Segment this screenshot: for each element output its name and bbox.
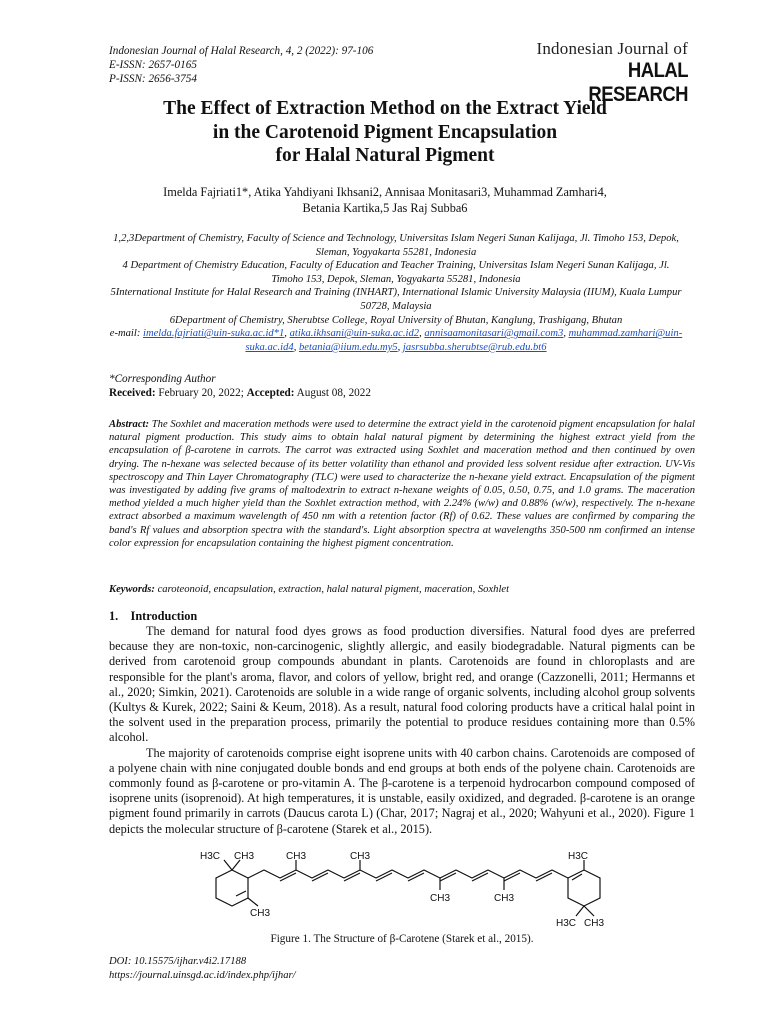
journal-citation: Indonesian Journal of Halal Research, 4, 2 (2022): 97-106 [109,45,374,57]
paper-title [40,97,730,168]
keywords [109,583,695,596]
email-link[interactable]: muhammad.zamhari@uin-suka.ac.id4 [245,328,683,353]
correspondence-block [109,373,371,400]
logo-line-1: Indonesian Journal of [536,39,688,58]
email-list: e-mail: imelda.fajriati@uin-suka.ac.id*1, atika.ikhsani@uin-suka.ac.id2, annisaamonitasari@gmail.com3, muhammad.zamhari@uin-suka.ac.id4, betania@iium.edu.my5, jasrsubba.sherubtse@rub.edu.bt6 [109,328,683,353]
affiliations [109,232,683,354]
affiliation-2: 4 Department of Chemistry Education, Faculty of Education and Teacher Training, Universitas Islam Negeri Sunan Kalijaga, Jl. Timoho 153, Depok, Sleman, Yogyakarta 55281, Indonesia [122,260,670,285]
beta-carotene-structure [200,850,620,928]
keywords-text: caroteonoid, encapsulation, extraction, halal natural pigment, maceration, Soxhlet [157,584,510,595]
paragraph: The majority of carotenoids comprise eight isoprene units with 40 carbon chains. Carotenoids are composed of a polyene chain with nine conjugated double bonds and end groups at both ends of the polyene chain. Carotenoids are commonly found as β-carotene or pro-vitamin A. The β-carotene is a terpenoid hydrocarbon compound composed of isoprene units (isoprenoid). At high temperatures, it is unstable, easily oxidized, and degraded. β-carotene is an orange pigment found primarily in carrots (Daucus carota L) (Char, 2017; Nagraj et al., 2020; Wahyuni et al., 2020). Figure 1 depicts the molecular structure of β-carotene (Starek et al., 2015). [109,745,695,836]
label-ch3-bottom-right: CH3 [584,918,605,928]
affiliation-3: 5International Institute for Halal Research and Training (INHART), International Islamic University Malaysia (IIUM), Kuala Lumpur 50728, Malaysia [110,287,682,312]
received-date: February 20, 2022; [158,386,244,399]
label-ch3-ring-left: CH3 [250,908,271,919]
eissn: E-ISSN: 2657-0165 [109,59,197,71]
abstract-text: The Soxhlet and maceration methods were used to determine the extract yield in the carotenoid pigment encapsulation for halal natural pigment production. This study aims to obtain halal natural pigment by determining the highest extract yield from the encapsulation of β-carotene in carrots. The carrot was extracted using Soxhlet and maceration method and then continued by oven drying. The n-hexane was selected because of its better volatility than ethanol and provided less solvent residue after extraction. UV-Vis spectroscopy and Thin Layer Chromatography (TLC) were used to characterize the n-hexane yield extract. Encapsulation of the pigment was investigated by adding five grams of maltodextrin to extract n-hexane weights of 0.05, 0.50, 0.75, and 1.0 grams. The maceration method yielded a much higher yield than the Soxhlet extraction method, with 2.24% (w/w) and 0.88% (w/w), respectively. The n-hexane extract absorbed a maximum wavelength of 450 nm with a retention factor (Rf) of 0.62. These values are confirmed by comparing the band's Rf values and absorption spectra with the standard's. Light absorption spectra at wavelengths 350-500 nm confirmed an intense color expression for encapsulation containing the highest pigment concentration. [109,419,695,549]
title-line-3: for Halal Natural Pigment [275,145,495,166]
title-line-2: in the Carotenoid Pigment Encapsulation [212,121,558,143]
figure-caption: Figure 1. The Structure of β-Carotene (Starek et al., 2015). [270,933,534,945]
label-ch3-top-left: CH3 [234,851,255,862]
label-h3c-top-right: H3C [568,851,589,862]
accepted-label: Accepted: [246,386,295,399]
keywords-label: Keywords: [109,584,155,595]
paragraph: The demand for natural food dyes grows as food production diversifies. Natural food dyes are preferred because they are non-toxic, non-carcinogenic, slightly allergic, and easily biodegradable. Natural pigments can be derived from carotenoid group compounds abundant in plants. Carotenoids are found in chloroplasts and are responsible for the plant's aroma, flavor, and colors of yellow, bright red, and orange (Cazzonelli, 2011; Hermanns et al., 2020; Simkin, 2021). Carotenoids are soluble in a wide range of organic solvents, including alcohol group solvents (Kultys & Kurek, 2022; Saini & Keum, 2018). As a result, natural food coloring products have a critical halal point in the solvent used in the preparation process, primarily the potential to produce residues containing more than 0.5% alcohol. [109,624,695,745]
label-ch3-chain-1: CH3 [286,851,307,862]
label-ch3-chain-2: CH3 [350,851,371,862]
title-line-1: The Effect of Extraction Method on the Extract Yield [163,98,607,119]
received-label: Received: [109,386,156,399]
section-heading [109,609,197,624]
section-number: 1. [109,609,119,623]
affiliation-1: 1,2,3Department of Chemistry, Faculty of Science and Technology, Universitas Islam Negeri Sunan Kalijaga, Jl. Timoho 153, Depok, Sleman, Yogyakarta 55281, Indonesia [113,233,679,258]
label-h3c-top-left: H3C [200,851,221,862]
authors-line-2: Betania Kartika,5 Jas Raj Subba6 [302,201,468,215]
journal-header [109,44,373,86]
email-label: e-mail: [109,328,141,340]
email-link[interactable]: atika.ikhsani@uin-suka.ac.id2 [289,328,420,340]
abstract-label: Abstract: [109,419,150,430]
email-link[interactable]: betania@iium.edu.my5 [299,341,398,353]
pissn: P-ISSN: 2656-3754 [109,73,197,85]
email-link[interactable]: jasrsubba.sherubtse@rub.edu.bt6 [402,341,547,353]
email-link[interactable]: imelda.fajriati@uin-suka.ac.id*1 [143,328,285,340]
email-link[interactable]: annisaamonitasari@gmail.com3 [424,328,564,340]
author-list [40,184,730,216]
corresponding-author: *Corresponding Author [109,373,216,385]
doi: DOI: 10.15575/ijhar.v4i2.17188 [109,956,247,967]
abstract [109,418,695,550]
journal-url[interactable]: https://journal.uinsgd.ac.id/index.php/ijhar/ [109,969,296,981]
authors-line-1: Imelda Fajriati1*, Atika Yahdiyani Ikhsani2, Annisaa Monitasari3, Muhammad Zamhari4, [163,185,607,199]
label-ch3-chain-3: CH3 [430,893,451,904]
label-h3c-bottom-right: H3C [556,918,577,928]
section-title: Introduction [130,609,198,623]
body-text [109,624,695,837]
page-footer [109,955,296,982]
accepted-date: August 08, 2022 [296,386,371,399]
affiliation-4: 6Department of Chemistry, Sherubtse College, Royal University of Bhutan, Kanglung, Trashigang, Bhutan [169,314,623,326]
label-ch3-chain-4: CH3 [494,893,515,904]
dates [109,387,371,401]
logo-line-2: HALAL RESEARCH [588,58,688,106]
